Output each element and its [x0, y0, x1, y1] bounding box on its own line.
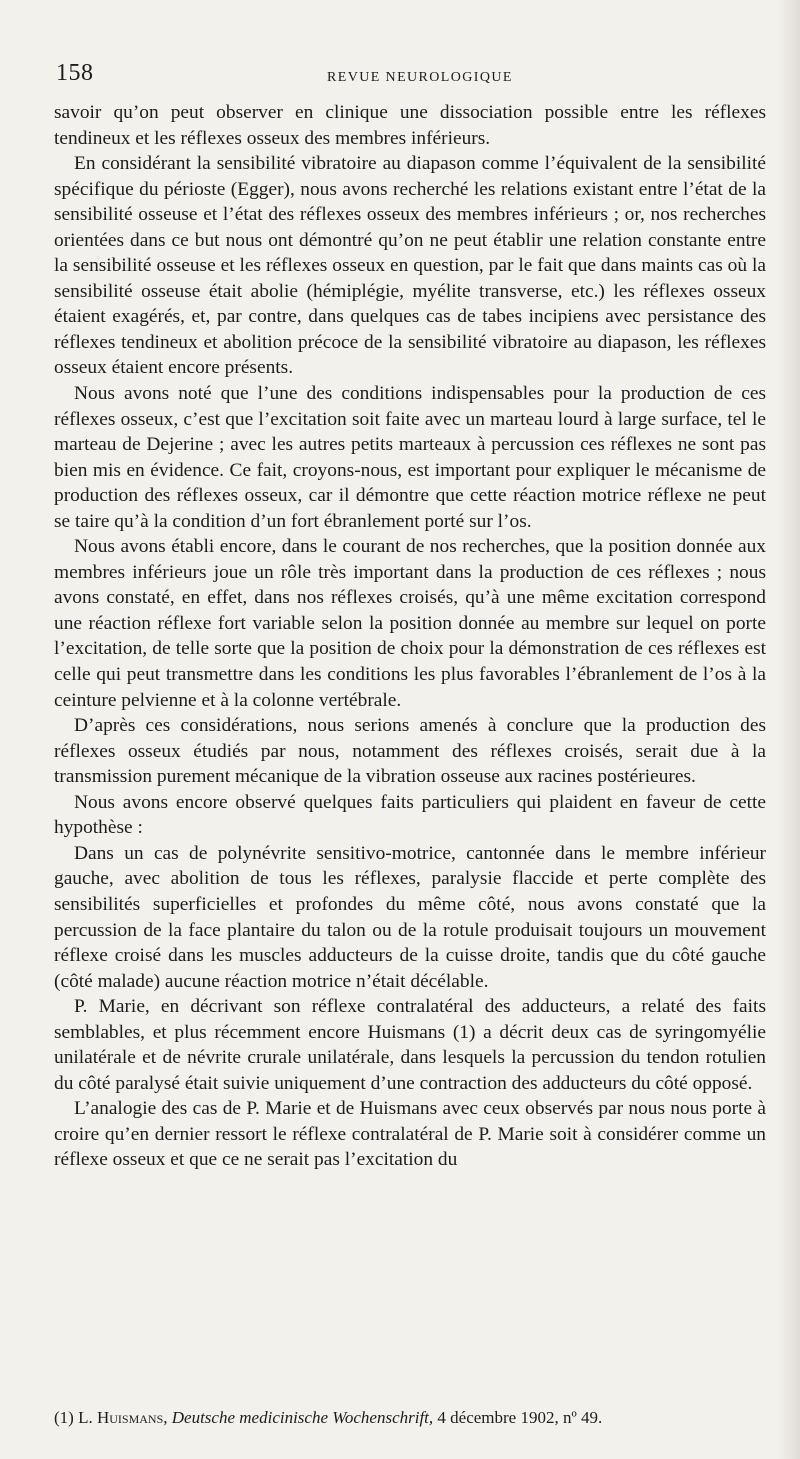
page-edge-shadow — [778, 0, 800, 1459]
paragraph-7: Dans un cas de polynévrite sensitivo-motrice, cantonnée dans le membre inférieur gauche, avec abolition de tous les réflexes, paralysie flaccide et perte complète des sensibilités superficielles et profondes du même côté, nous avons constaté que la percussion de la face plantaire du talon ou de la rotule produisait toujours un mouvement réflexe croisé dans les muscles adducteurs de la cuisse droite, tandis que du côté gauche (côté malade) aucune réaction motrice n’était décélable. — [54, 842, 766, 992]
page-number: 158 — [56, 60, 94, 86]
footnote-author: L. Huismans, — [78, 1408, 168, 1427]
paragraph-2: En considérant la sensibilité vibratoire au diapason comme l’équivalent de la sensibilité spécifique du périoste (Egger), nous avons recherché les relations existant entre l’état de la sensibilité osseuse et l’état des réflexes osseux des membres inférieurs ; or, nos recherches orientées dans ce but nous ont démontré qu’on ne peut établir une relation constante entre la sensibilité osseuse et les réflexes osseux en question, par le fait que dans maints cas où la sensibilité osseuse était abolie (hémiplégie, myélite transverse, etc.) les réflexes osseux étaient exagérés, et, par contre, dans quelques cas de tabes incipiens avec persistance des réflexes tendineux et abolition précoce de la sensibilité vibratoire au diapason, les réflexes osseux étaient encore présents. — [54, 153, 766, 379]
body-text — [54, 100, 766, 1173]
paragraph-4: Nous avons établi encore, dans le courant de nos recherches, que la position donnée aux membres inférieurs joue un rôle très important dans la production de ces réflexes ; nous avons constaté, en effet, dans nos réflexes croisés, qu’à une même excitation correspond une réaction réflexe fort variable selon la position donnée au membre sur lequel on porte l’excitation, de telle sorte que la position de choix pour la démonstration de ces réflexes est celle qui peut transmettre dans les conditions les plus favorables l’ébranlement de l’os à la ceinture pelvienne et à la colonne vertébrale. — [54, 536, 766, 711]
footnote-marker: (1) — [54, 1408, 79, 1427]
paragraph-8: P. Marie, en décrivant son réflexe contralatéral des adducteurs, a relaté des faits semblables, et plus récemment encore Huismans (1) a décrit deux cas de syringomyélie unilatérale et de névrite crurale unilatérale, dans lesquels la percussion du tendon rotulien du côté paralysé était suivie uniquement d’une contraction des adducteurs du côté opposé. — [54, 996, 766, 1094]
page-header — [0, 58, 800, 88]
paragraph-5: D’après ces considérations, nous serions amenés à conclure que la production des réflexes osseux étudiés par nous, notamment des réflexes croisés, serait due à la transmission purement mécanique de la vibration osseuse aux racines postérieures. — [54, 715, 766, 788]
running-head: REVUE NEUROLOGIQUE — [327, 70, 513, 85]
footnote — [54, 1407, 766, 1429]
footnote-journal: Deutsche medicinische Wochenschrift, — [171, 1408, 434, 1427]
paragraph-9: L’analogie des cas de P. Marie et de Huismans avec ceux observés par nous nous porte à croire qu’en dernier ressort le réflexe contralatéral de P. Marie soit à considérer comme un réflexe osseux et que ce ne serait pas l’excitation du — [54, 1098, 766, 1171]
footnote-details: 4 décembre 1902, nº 49. — [433, 1408, 603, 1427]
paragraph-1: savoir qu’on peut observer en clinique une dissociation possible entre les réflexes tendineux et les réflexes osseux des membres inférieurs. — [54, 102, 766, 149]
paragraph-3: Nous avons noté que l’une des conditions indispensables pour la production de ces réflexes osseux, c’est que l’excitation soit faite avec un marteau lourd à large surface, tel le marteau de Dejerine ; avec les autres petits marteaux à percussion ces réflexes ne sont pas bien mis en évidence. Ce fait, croyons-nous, est important pour expliquer le mécanisme de production des réflexes osseux, car il démontre que cette réaction motrice réflexe ne peut se taire qu’à la condition d’un fort ébranlement porté sur l’os. — [54, 383, 766, 532]
paragraph-6: Nous avons encore observé quelques faits particuliers qui plaident en faveur de cette hypothèse : — [54, 791, 766, 839]
